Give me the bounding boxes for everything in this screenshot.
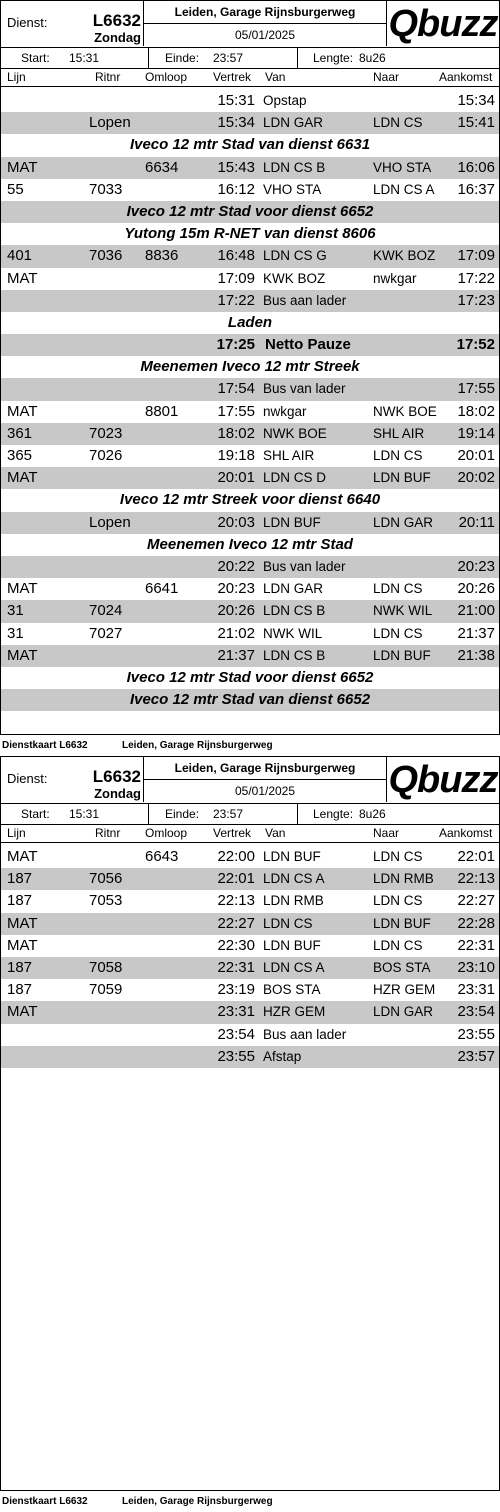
cell-omloop: 6643 bbox=[145, 848, 179, 865]
qbuzz-logo: Qbuzz bbox=[388, 759, 498, 801]
vehicle-note-row: Meenemen Iveco 12 mtr Stad bbox=[147, 535, 353, 553]
cell-vertrek: 22:00 bbox=[217, 848, 255, 865]
col-vertrek: Vertrek bbox=[213, 826, 252, 840]
cell-vertrek: 17:09 bbox=[217, 269, 255, 287]
cell-lijn: 401 bbox=[7, 247, 33, 265]
trip-row bbox=[1, 445, 499, 467]
cell-aankomst: 17:22 bbox=[457, 269, 495, 287]
trip-row bbox=[1, 401, 499, 423]
cell-naar: LDN BUF bbox=[373, 470, 431, 486]
qbuzz-logo: Qbuzz bbox=[388, 3, 498, 45]
cell-van: LDN CS B bbox=[263, 159, 326, 175]
trip-row bbox=[1, 179, 499, 201]
cell-ritnr: 7027 bbox=[89, 624, 123, 642]
column-headers bbox=[1, 825, 499, 843]
dienst-label: Dienst: bbox=[7, 771, 48, 786]
trip-row bbox=[1, 1024, 499, 1046]
card-header bbox=[1, 1, 499, 48]
cell-naar: LDN CS bbox=[373, 893, 423, 909]
dienst-day: Zondag bbox=[94, 30, 141, 45]
cell-ritnr: 7026 bbox=[89, 447, 123, 464]
cell-van: NWK BOE bbox=[263, 425, 327, 441]
dienst-code: L6632 bbox=[92, 767, 141, 786]
lengte-label: Lengte: bbox=[313, 807, 354, 821]
cell-ritnr: 7036 bbox=[89, 247, 123, 265]
cell-lijn: 31 bbox=[7, 602, 24, 620]
cell-van: SHL AIR bbox=[263, 448, 315, 463]
cell-vertrek: 17:22 bbox=[217, 291, 255, 309]
cell-lijn: MAT bbox=[7, 402, 38, 420]
cell-vertrek: 16:12 bbox=[217, 180, 255, 198]
dienstkaart-page-2 bbox=[0, 756, 500, 1512]
footer-garage: Leiden, Garage Rijnsburgerweg bbox=[122, 1496, 273, 1507]
col-lijn: Lijn bbox=[7, 826, 26, 840]
cell-vertrek: 18:02 bbox=[217, 424, 255, 442]
cell-lijn: MAT bbox=[7, 469, 38, 487]
cell-naar: nwkgar bbox=[373, 270, 417, 286]
cell-lijn: MAT bbox=[7, 1003, 38, 1021]
vehicle-note-row: Iveco 12 mtr Stad van dienst 6631 bbox=[129, 136, 371, 154]
einde-time: 23:57 bbox=[213, 807, 244, 821]
cell-van: BOS STA bbox=[263, 982, 321, 998]
cell-vertrek: 17:25 bbox=[216, 336, 255, 354]
cell-vertrek: 19:18 bbox=[217, 447, 255, 464]
dienst-day: Zondag bbox=[94, 786, 141, 801]
cell-naar: NWK BOE bbox=[373, 403, 437, 419]
trip-row bbox=[1, 556, 499, 578]
einde-time: 23:57 bbox=[213, 51, 244, 65]
lengte-label: Lengte: bbox=[313, 51, 354, 65]
cell-van: LDN CS G bbox=[263, 248, 327, 264]
cell-naar: LDN BUF bbox=[373, 915, 431, 931]
cell-lijn: 365 bbox=[7, 447, 33, 464]
col-aankomst: Aankomst bbox=[439, 70, 493, 84]
pause-row bbox=[1, 334, 499, 356]
start-time: 15:31 bbox=[69, 51, 100, 65]
cell-aankomst: 20:01 bbox=[457, 447, 495, 464]
vehicle-note-row: Iveco 12 mtr Stad van dienst 6652 bbox=[1, 689, 499, 711]
trip-row bbox=[1, 245, 499, 267]
cell-vertrek: 22:01 bbox=[217, 870, 255, 888]
cell-vertrek: 15:34 bbox=[217, 114, 255, 132]
cell-van: LDN CS A bbox=[263, 959, 325, 975]
cell-naar: LDN CS bbox=[373, 849, 423, 864]
cell-naar: LDN CS bbox=[373, 581, 423, 597]
cell-ritnr: 7023 bbox=[89, 424, 123, 442]
dienst-code: L6632 bbox=[92, 11, 141, 30]
col-aankomst: Aankomst bbox=[439, 826, 493, 840]
cell-vertrek: 23:19 bbox=[217, 981, 255, 999]
trip-row bbox=[1, 423, 499, 445]
dienst-date: 05/01/2025 bbox=[143, 780, 387, 802]
cell-ritnr: 7058 bbox=[89, 958, 123, 976]
cell-aankomst: 18:02 bbox=[457, 402, 495, 420]
cell-vertrek: 22:13 bbox=[217, 892, 255, 910]
cell-aankomst: 22:01 bbox=[457, 848, 495, 865]
cell-ritnr: Lopen bbox=[89, 114, 131, 132]
cell-aankomst: 21:37 bbox=[457, 624, 495, 642]
cell-naar: NWK WIL bbox=[373, 603, 433, 619]
dienst-date: 05/01/2025 bbox=[143, 24, 387, 46]
col-omloop: Omloop bbox=[145, 70, 188, 84]
cell-van: nwkgar bbox=[263, 403, 307, 419]
vehicle-note-row: Iveco 12 mtr Streek voor dienst 6640 bbox=[119, 491, 381, 509]
cell-vertrek: 17:55 bbox=[217, 402, 255, 420]
cell-aankomst: 15:34 bbox=[457, 92, 495, 109]
col-naar: Naar bbox=[373, 826, 400, 840]
cell-omloop: 8836 bbox=[145, 247, 179, 265]
trip-row bbox=[1, 957, 499, 979]
cell-van: LDN BUF bbox=[263, 849, 321, 864]
trip-row bbox=[1, 645, 499, 667]
trip-row bbox=[1, 268, 499, 290]
cell-naar: BOS STA bbox=[373, 959, 431, 975]
cell-van: LDN CS A bbox=[263, 871, 325, 887]
cell-naar: SHL AIR bbox=[373, 425, 425, 441]
cell-aankomst: 16:37 bbox=[457, 180, 495, 198]
cell-aankomst: 22:28 bbox=[457, 914, 495, 932]
cell-van: LDN BUF bbox=[263, 937, 321, 953]
cell-aankomst: 22:13 bbox=[457, 870, 495, 888]
trip-row bbox=[1, 935, 499, 957]
cell-lijn: 55 bbox=[7, 180, 24, 198]
col-ritnr: Ritnr bbox=[95, 826, 121, 840]
start-label: Start: bbox=[21, 51, 50, 65]
cell-aankomst: 23:54 bbox=[457, 1003, 495, 1021]
cell-van: Bus van lader bbox=[263, 381, 346, 397]
vehicle-note-row: Iveco 12 mtr Stad voor dienst 6652 bbox=[1, 201, 499, 223]
cell-vertrek: 21:02 bbox=[217, 624, 255, 642]
trip-row bbox=[1, 90, 499, 112]
trip-row bbox=[1, 868, 499, 890]
cell-omloop: 6634 bbox=[145, 158, 179, 176]
cell-lijn: 361 bbox=[7, 424, 33, 442]
cell-naar: LDN CS A bbox=[373, 181, 435, 197]
trip-row bbox=[1, 890, 499, 912]
cell-lijn: MAT bbox=[7, 914, 38, 932]
cell-naar: LDN CS bbox=[373, 625, 423, 641]
cell-vertrek: 23:31 bbox=[217, 1003, 255, 1021]
cell-naar: LDN GAR bbox=[373, 1004, 434, 1020]
col-lijn: Lijn bbox=[7, 70, 26, 84]
trip-row bbox=[1, 846, 499, 868]
trip-row bbox=[1, 157, 499, 179]
trip-row bbox=[1, 512, 499, 534]
trip-rows bbox=[1, 843, 499, 1068]
footer-dienstkaart: Dienstkaart L6632 bbox=[2, 1496, 88, 1507]
cell-naar: LDN BUF bbox=[373, 647, 431, 663]
trip-row bbox=[1, 600, 499, 622]
vehicle-note-row: Meenemen Iveco 12 mtr Streek bbox=[140, 358, 360, 376]
cell-aankomst: 20:11 bbox=[458, 513, 495, 531]
cell-vertrek: 21:37 bbox=[217, 646, 255, 664]
cell-van: LDN CS B bbox=[263, 647, 326, 663]
cell-aankomst: 22:27 bbox=[457, 892, 495, 910]
cell-aankomst: 20:23 bbox=[457, 557, 495, 575]
dienst-label: Dienst: bbox=[7, 15, 48, 30]
dienstkaart-page-1 bbox=[0, 0, 500, 752]
cell-omloop: 8801 bbox=[145, 402, 179, 420]
cell-omloop: 6641 bbox=[145, 580, 179, 598]
cell-ritnr: 7033 bbox=[89, 180, 123, 198]
cell-vertrek: 20:26 bbox=[217, 602, 255, 620]
cell-aankomst: 23:55 bbox=[457, 1025, 495, 1043]
cell-van: NWK WIL bbox=[263, 625, 323, 641]
trip-row bbox=[1, 578, 499, 600]
cell-lijn: MAT bbox=[7, 580, 38, 598]
start-time: 15:31 bbox=[69, 807, 100, 821]
cell-vertrek: 15:43 bbox=[217, 158, 255, 176]
trip-row bbox=[1, 623, 499, 645]
col-naar: Naar bbox=[373, 70, 400, 84]
cell-lijn: MAT bbox=[7, 269, 38, 287]
footer-garage: Leiden, Garage Rijnsburgerweg bbox=[122, 740, 273, 751]
cell-ritnr: 7059 bbox=[89, 981, 123, 999]
cell-van: Afstap bbox=[263, 1048, 302, 1064]
vehicle-note-row: Laden bbox=[227, 313, 273, 331]
cell-aankomst: 21:38 bbox=[457, 646, 495, 664]
footer-dienstkaart: Dienstkaart L6632 bbox=[2, 740, 88, 751]
cell-aankomst: 17:23 bbox=[457, 291, 495, 309]
cell-aankomst: 17:09 bbox=[457, 247, 495, 265]
cell-van: LDN GAR bbox=[263, 581, 324, 597]
cell-aankomst: 19:14 bbox=[457, 424, 495, 442]
cell-van: LDN CS bbox=[263, 915, 313, 931]
cell-vertrek: 20:23 bbox=[217, 580, 255, 598]
cell-vertrek: 17:54 bbox=[217, 380, 255, 398]
cell-aankomst: 20:26 bbox=[457, 580, 495, 598]
cell-lijn: 31 bbox=[7, 624, 24, 642]
cell-ritnr: Lopen bbox=[89, 513, 131, 531]
trip-row bbox=[1, 378, 499, 400]
cell-van: Bus aan lader bbox=[263, 292, 347, 308]
cell-aankomst: 15:41 bbox=[457, 114, 495, 132]
cell-aankomst: 17:55 bbox=[457, 380, 495, 398]
cell-ritnr: 7024 bbox=[89, 602, 123, 620]
cell-vertrek: 20:01 bbox=[217, 469, 255, 487]
cell-van: HZR GEM bbox=[263, 1004, 326, 1020]
cell-lijn: MAT bbox=[7, 848, 38, 865]
cell-naar: LDN CS bbox=[373, 115, 423, 131]
lengte-value: 8u26 bbox=[359, 807, 386, 821]
trip-row bbox=[1, 979, 499, 1001]
cell-naar: LDN CS bbox=[373, 448, 423, 463]
col-van: Van bbox=[265, 70, 286, 84]
col-vertrek: Vertrek bbox=[213, 70, 252, 84]
dienst-card-1 bbox=[0, 0, 500, 735]
cell-van: VHO STA bbox=[263, 181, 322, 197]
garage-name: Leiden, Garage Rijnsburgerweg bbox=[143, 1, 387, 24]
einde-label: Einde: bbox=[165, 51, 200, 65]
cell-aankomst: 23:57 bbox=[457, 1047, 495, 1065]
dienst-card-2 bbox=[0, 756, 500, 1491]
cell-van: Bus van lader bbox=[263, 558, 346, 574]
trip-row bbox=[1, 467, 499, 489]
lengte-value: 8u26 bbox=[359, 51, 386, 65]
cell-van: LDN GAR bbox=[263, 115, 324, 131]
vehicle-note-row: Iveco 12 mtr Stad voor dienst 6652 bbox=[126, 668, 374, 686]
vehicle-note-row: Yutong 15m R-NET van dienst 8606 bbox=[124, 225, 376, 243]
cell-naar: HZR GEM bbox=[373, 982, 436, 998]
cell-vertrek: 16:48 bbox=[217, 247, 255, 265]
cell-lijn: 187 bbox=[7, 958, 33, 976]
cell-vertrek: 23:55 bbox=[217, 1047, 255, 1065]
cell-ritnr: 7056 bbox=[89, 870, 123, 888]
cell-van: LDN CS B bbox=[263, 603, 326, 619]
times-bar bbox=[1, 804, 499, 825]
cell-aankomst: 17:52 bbox=[456, 336, 495, 354]
cell-lijn: 187 bbox=[7, 892, 33, 910]
cell-vertrek: 22:27 bbox=[217, 914, 255, 932]
col-van: Van bbox=[265, 826, 286, 840]
cell-lijn: 187 bbox=[7, 870, 33, 888]
cell-lijn: MAT bbox=[7, 158, 38, 176]
cell-van: LDN CS D bbox=[263, 470, 327, 486]
cell-vertrek: 22:31 bbox=[217, 958, 255, 976]
col-omloop: Omloop bbox=[145, 826, 188, 840]
cell-van: Bus aan lader bbox=[263, 1026, 347, 1042]
trip-row bbox=[1, 290, 499, 312]
cell-naar: LDN RMB bbox=[373, 871, 434, 887]
start-label: Start: bbox=[21, 807, 50, 821]
cell-ritnr: 7053 bbox=[89, 892, 123, 910]
cell-aankomst: 16:06 bbox=[457, 158, 495, 176]
trip-row bbox=[1, 1001, 499, 1023]
cell-aankomst: 20:02 bbox=[457, 469, 495, 487]
cell-van: Netto Pauze bbox=[265, 336, 351, 354]
cell-aankomst: 22:31 bbox=[457, 936, 495, 954]
cell-naar: LDN CS bbox=[373, 937, 423, 953]
cell-naar: VHO STA bbox=[373, 159, 432, 175]
cell-vertrek: 15:31 bbox=[217, 92, 255, 109]
cell-vertrek: 23:54 bbox=[217, 1025, 255, 1043]
cell-naar: KWK BOZ bbox=[373, 248, 436, 264]
cell-naar: LDN GAR bbox=[373, 514, 434, 530]
trip-rows bbox=[1, 87, 499, 711]
einde-label: Einde: bbox=[165, 807, 200, 821]
cell-aankomst: 21:00 bbox=[457, 602, 495, 620]
card-header bbox=[1, 757, 499, 804]
cell-van: Opstap bbox=[263, 93, 307, 108]
times-bar bbox=[1, 48, 499, 69]
cell-van: LDN BUF bbox=[263, 514, 321, 530]
cell-vertrek: 20:22 bbox=[217, 557, 255, 575]
garage-name: Leiden, Garage Rijnsburgerweg bbox=[143, 757, 387, 780]
trip-row bbox=[1, 1046, 499, 1068]
cell-aankomst: 23:31 bbox=[457, 981, 495, 999]
cell-van: KWK BOZ bbox=[263, 270, 326, 286]
cell-vertrek: 22:30 bbox=[217, 936, 255, 954]
cell-van: LDN RMB bbox=[263, 893, 324, 909]
cell-lijn: MAT bbox=[7, 936, 38, 954]
cell-lijn: 187 bbox=[7, 981, 33, 999]
cell-aankomst: 23:10 bbox=[457, 958, 495, 976]
cell-vertrek: 20:03 bbox=[217, 513, 255, 531]
trip-row bbox=[1, 913, 499, 935]
col-ritnr: Ritnr bbox=[95, 70, 121, 84]
column-headers bbox=[1, 69, 499, 87]
trip-row bbox=[1, 112, 499, 134]
cell-lijn: MAT bbox=[7, 646, 38, 664]
